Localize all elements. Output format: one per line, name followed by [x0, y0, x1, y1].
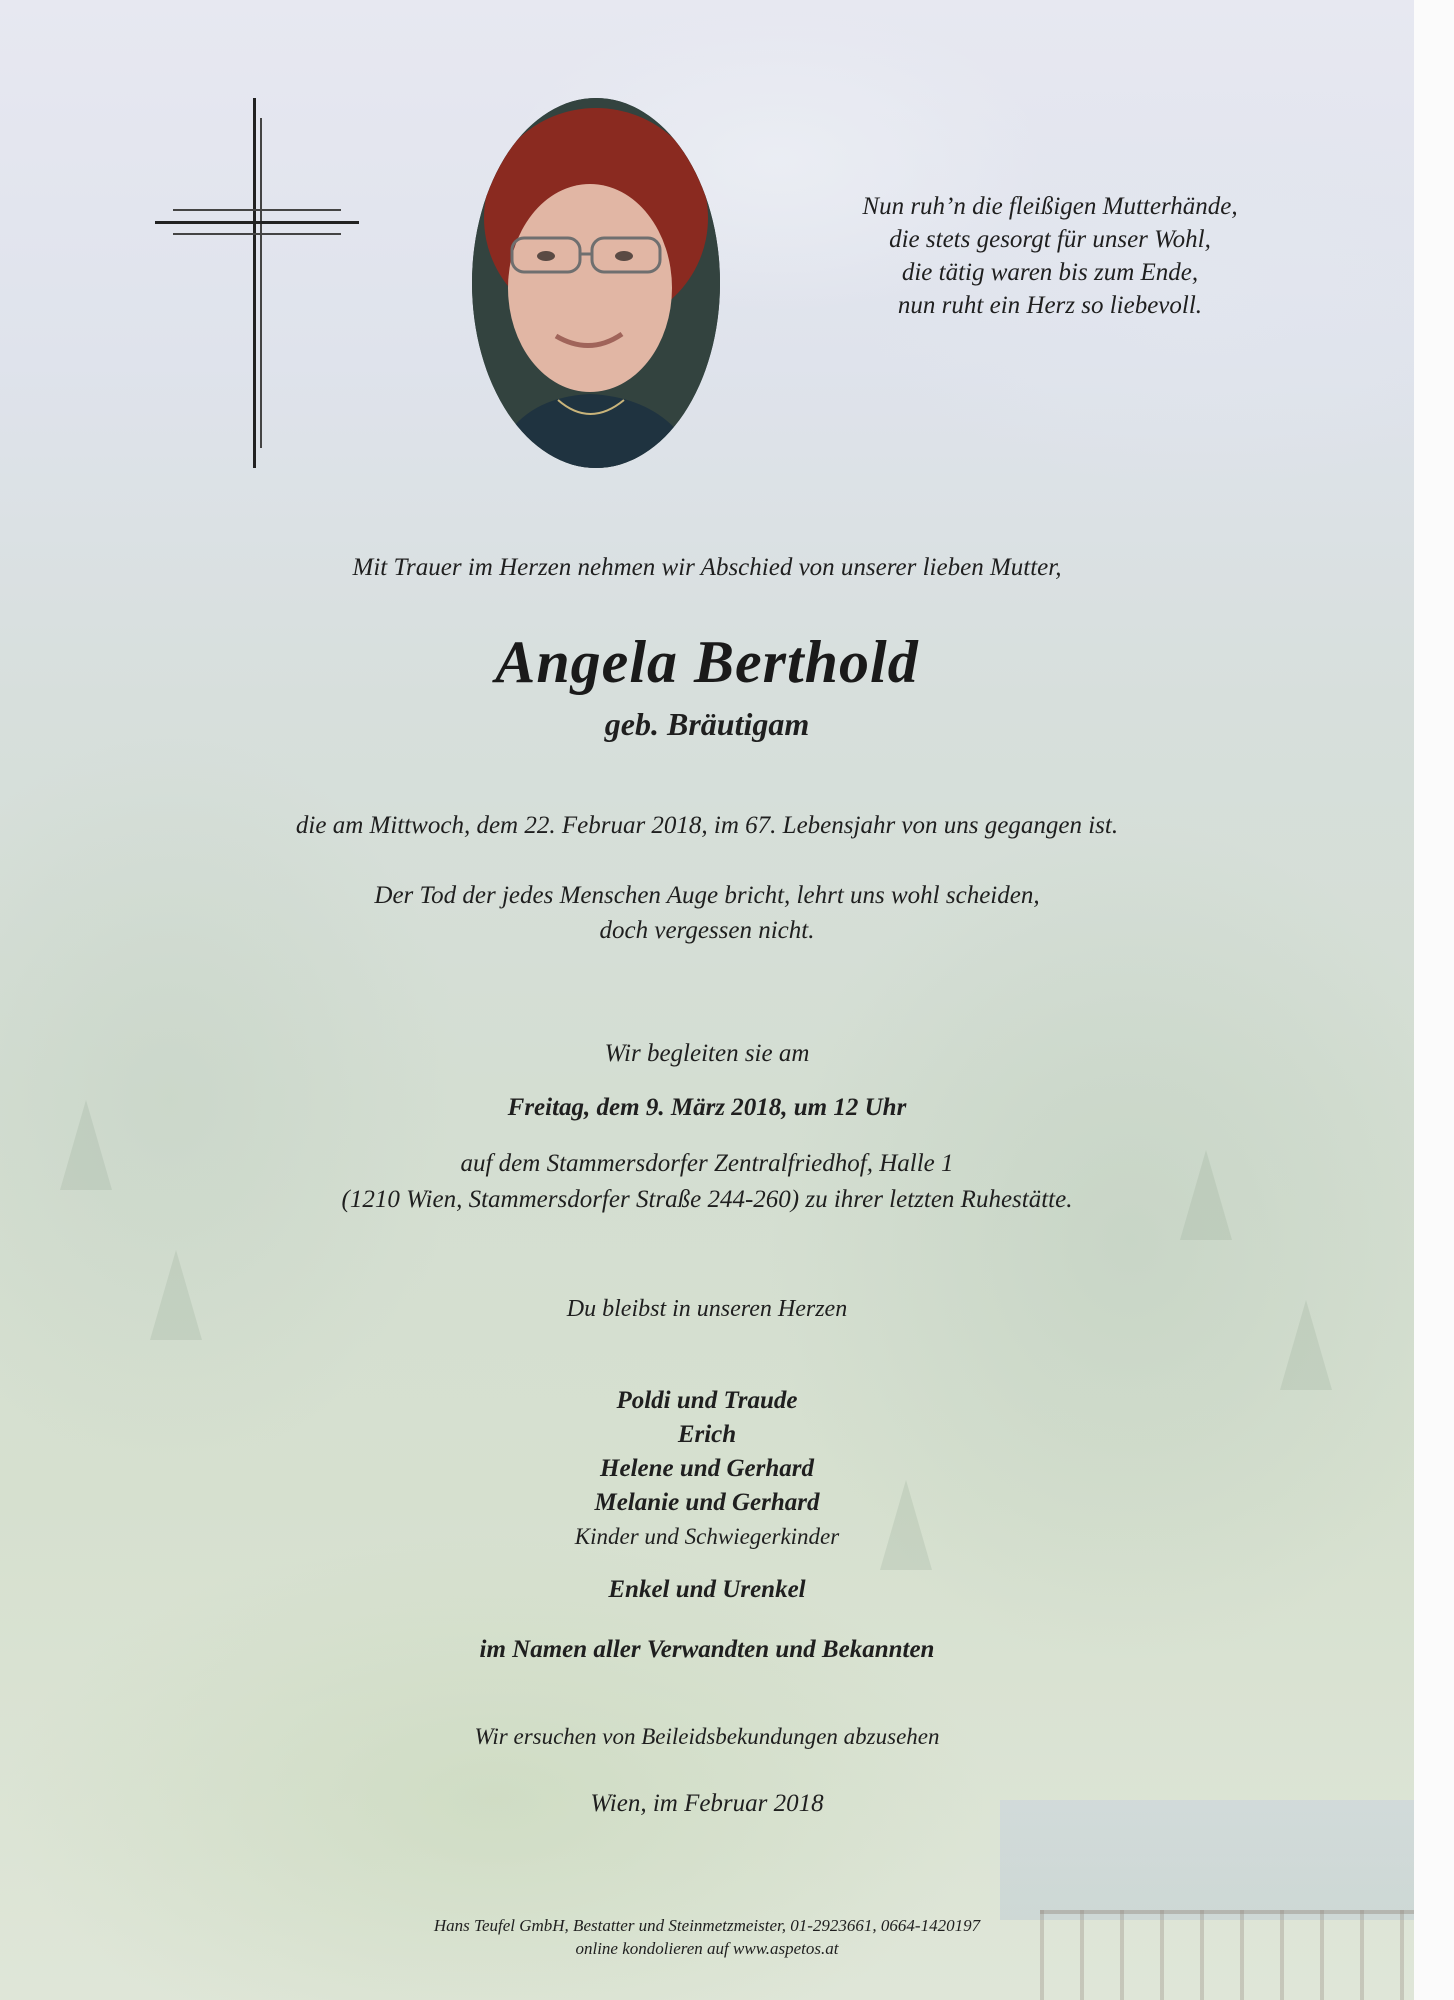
portrait-photo	[472, 98, 720, 468]
dateline: Wien, im Februar 2018	[590, 1790, 824, 1817]
family-name: Erich	[677, 1421, 737, 1448]
quote-line: Der Tod der jedes Menschen Auge bricht, lehrt uns wohl scheiden,	[374, 882, 1040, 909]
poem-line: nun ruht ein Herz so liebevoll.	[897, 292, 1203, 319]
funeral-place-line: auf dem Stammersdorfer Zentralfriedhof, Halle 1	[460, 1150, 954, 1177]
funeral-place-line: (1210 Wien, Stammersdorfer Straße 244-260) zu ihrer letzten Ruhestätte.	[341, 1186, 1073, 1213]
funeral-datetime: Freitag, dem 9. März 2018, um 12 Uhr	[507, 1094, 907, 1121]
poem	[760, 190, 1340, 322]
remembrance-text: Du bleibst in unseren Herzen	[566, 1296, 848, 1322]
family-list	[0, 1384, 1414, 1554]
relatives: im Namen aller Verwandten und Bekannten	[479, 1636, 935, 1663]
family-relation: Kinder und Schwiegerkinder	[574, 1524, 840, 1549]
background-lake	[1000, 1800, 1414, 1920]
funeral-intro: Wir begleiten sie am	[604, 1040, 810, 1067]
death-statement: die am Mittwoch, dem 22. Februar 2018, im 67. Lebensjahr von uns gegangen ist.	[295, 812, 1119, 839]
quote	[0, 878, 1414, 948]
background-tree	[150, 1250, 202, 1340]
family-name: Helene und Gerhard	[600, 1455, 814, 1482]
footer	[0, 1914, 1414, 1960]
condolence-request: Wir ersuchen von Beileidsbekundungen abzusehen	[474, 1724, 940, 1749]
birth-name: geb. Bräutigam	[604, 706, 810, 742]
poem-line: Nun ruh’n die fleißigen Mutterhände,	[862, 193, 1238, 220]
funeral-place	[0, 1146, 1414, 1218]
poem-line: die stets gesorgt für unser Wohl,	[889, 226, 1211, 253]
family-name: Poldi und Traude	[616, 1387, 798, 1414]
footer-website: online kondolieren auf www.aspetos.at	[575, 1939, 839, 1958]
cross-icon	[155, 98, 359, 468]
grandchildren: Enkel und Urenkel	[608, 1576, 806, 1603]
poem-line: die tätig waren bis zum Ende,	[901, 259, 1199, 286]
intro-text: Mit Trauer im Herzen nehmen wir Abschied von unserer lieben Mutter,	[352, 554, 1062, 581]
page-margin	[1414, 0, 1454, 2000]
deceased-name: Angela Berthold	[495, 629, 919, 695]
family-name: Melanie und Gerhard	[594, 1489, 820, 1516]
quote-line: doch vergessen nicht.	[599, 917, 815, 944]
footer-company: Hans Teufel GmbH, Bestatter und Steinmetzmeister, 01-2923661, 0664-1420197	[433, 1916, 981, 1935]
